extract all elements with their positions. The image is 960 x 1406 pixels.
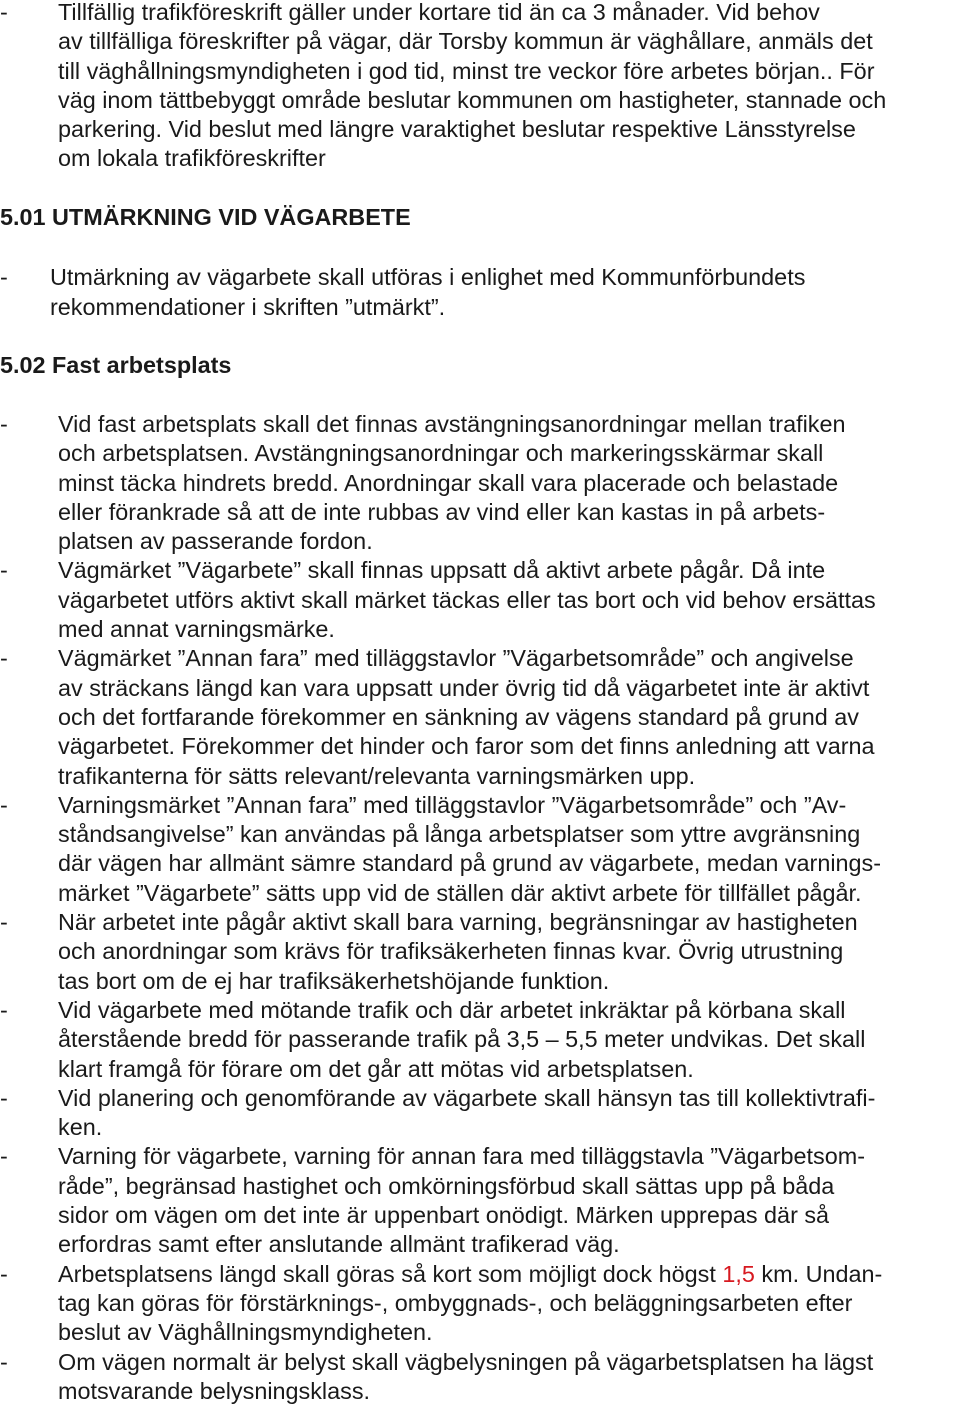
- text-line: tas bort om de ej har trafiksäkerhetshöjande funktion.: [58, 967, 882, 996]
- text-line: Varning för vägarbete, varning för annan fara med tilläggstavla ”Vägarbetsom-: [58, 1142, 882, 1171]
- intro-block: [0, 0, 886, 174]
- list-dash: -: [0, 644, 8, 673]
- text-line: ken.: [58, 1113, 882, 1142]
- text-line: ståndsangivelse” kan användas på långa arbetsplatser som yttre avgränsning: [58, 820, 882, 849]
- list-dash: -: [0, 410, 8, 439]
- list-dash: -: [0, 996, 8, 1025]
- text-line: vägarbetet. Förekommer det hinder och faror som det finns anledning att varna: [58, 732, 882, 761]
- text-line: trafikanterna för sätts relevant/relevanta varningsmärken upp.: [58, 762, 882, 791]
- text-line: erfordras samt efter anslutande allmänt trafikerad väg.: [58, 1230, 882, 1259]
- text-segment: Arbetsplatsens längd skall göras så kort som möjligt dock högst: [58, 1261, 722, 1287]
- text-line: och arbetsplatsen. Avstängningsanordningar och markeringsskärmar skall: [58, 439, 882, 468]
- text-line: Vägmärket ”Annan fara” med tilläggstavlor ”Vägarbetsområde” och angivelse: [58, 644, 882, 673]
- list-dash: -: [0, 908, 8, 937]
- list-dash: -: [0, 1084, 8, 1113]
- text-line: väg inom tättbebyggt område beslutar kommunen om hastigheter, stannade och: [58, 86, 886, 115]
- list-item: [0, 908, 882, 996]
- text-line: med annat varningsmärke.: [58, 615, 882, 644]
- text-line: eller förankrade så att de inte rubbas av vind eller kan kastas in på arbets-: [58, 498, 882, 527]
- list-item: [0, 262, 805, 322]
- text-line: parkering. Vid beslut med längre varaktighet beslutar respektive Länsstyrelse: [58, 115, 886, 144]
- text-line: Vid planering och genomförande av vägarbete skall hänsyn tas till kollektivtrafi-: [58, 1084, 882, 1113]
- list-dash: -: [0, 0, 8, 27]
- section-heading-502: 5.02 Fast arbetsplats: [0, 350, 231, 380]
- text-line: Varningsmärket ”Annan fara” med tilläggstavlor ”Vägarbetsområde” och ”Av-: [58, 791, 882, 820]
- list-dash: -: [0, 556, 8, 585]
- text-line: vägarbetet utförs aktivt skall märket täckas eller tas bort och vid behov ersättas: [58, 586, 882, 615]
- text-line: råde”, begränsad hastighet och omkörningsförbud skall sättas upp på båda: [58, 1172, 882, 1201]
- list-item: [0, 1348, 882, 1406]
- list-dash: -: [0, 1348, 8, 1377]
- highlighted-value: 1,5: [722, 1261, 755, 1287]
- text-line: och det fortfarande förekommer en sänkning av vägens standard på grund av: [58, 703, 882, 732]
- text-line: [58, 1260, 882, 1289]
- text-line: rekommendationer i skriften ”utmärkt”.: [50, 292, 805, 322]
- text-line: till väghållningsmyndigheten i god tid, minst tre veckor före arbetes början.. För: [58, 57, 886, 86]
- list-item: [0, 791, 882, 908]
- text-line: tag kan göras för förstärknings-, ombyggnads-, och beläggningsarbeten efter: [58, 1289, 882, 1318]
- text-line: platsen av passerande fordon.: [58, 527, 882, 556]
- section-502-block: [0, 410, 882, 1406]
- text-line: Om vägen normalt är belyst skall vägbelysningen på vägarbetsplatsen ha lägst: [58, 1348, 882, 1377]
- text-line: Vid vägarbete med mötande trafik och där arbetet inkräktar på körbana skall: [58, 996, 882, 1025]
- text-line: Vid fast arbetsplats skall det finnas avstängningsanordningar mellan trafiken: [58, 410, 882, 439]
- text-line: klart framgå för förare om det går att mötas vid arbetsplatsen.: [58, 1055, 882, 1084]
- list-item: [0, 0, 886, 174]
- list-item: [0, 1084, 882, 1143]
- text-line: minst täcka hindrets bredd. Anordningar skall vara placerade och belastade: [58, 469, 882, 498]
- text-line: motsvarande belysningsklass.: [58, 1377, 882, 1406]
- text-line: Utmärkning av vägarbete skall utföras i enlighet med Kommunförbundets: [50, 262, 805, 292]
- text-line: sidor om vägen om det inte är uppenbart onödigt. Märken upprepas där så: [58, 1201, 882, 1230]
- list-dash: -: [0, 262, 8, 292]
- text-line: När arbetet inte pågår aktivt skall bara varning, begränsningar av hastigheten: [58, 908, 882, 937]
- text-line: och anordningar som krävs för trafiksäkerheten finnas kvar. Övrig utrustning: [58, 937, 882, 966]
- list-dash: -: [0, 1142, 8, 1171]
- list-dash: -: [0, 1260, 8, 1289]
- text-line: märket ”Vägarbete” sätts upp vid de ställen där aktivt arbete för tillfället pågår.: [58, 879, 882, 908]
- section-501-block: [0, 262, 805, 322]
- list-item: [0, 1142, 882, 1259]
- list-item: [0, 410, 882, 556]
- section-heading-501: 5.01 UTMÄRKNING VID VÄGARBETE: [0, 202, 411, 232]
- text-line: Tillfällig trafikföreskrift gäller under kortare tid än ca 3 månader. Vid behov: [58, 0, 886, 27]
- text-line: Vägmärket ”Vägarbete” skall finnas uppsatt då aktivt arbete pågår. Då inte: [58, 556, 882, 585]
- text-line: beslut av Väghållningsmyndigheten.: [58, 1318, 882, 1347]
- list-item: [0, 1260, 882, 1348]
- list-dash: -: [0, 791, 8, 820]
- text-line: återstående bredd för passerande trafik på 3,5 – 5,5 meter undvikas. Det skall: [58, 1025, 882, 1054]
- list-item: [0, 644, 882, 790]
- text-line: av sträckans längd kan vara uppsatt under övrig tid då vägarbetet inte är aktivt: [58, 674, 882, 703]
- text-line: av tillfälliga föreskrifter på vägar, där Torsby kommun är väghållare, anmäls det: [58, 27, 886, 56]
- text-line: där vägen har allmänt sämre standard på grund av vägarbete, medan varnings-: [58, 849, 882, 878]
- list-item: [0, 996, 882, 1084]
- text-segment: km. Undan-: [755, 1261, 882, 1287]
- list-item: [0, 556, 882, 644]
- text-line: om lokala trafikföreskrifter: [58, 144, 886, 173]
